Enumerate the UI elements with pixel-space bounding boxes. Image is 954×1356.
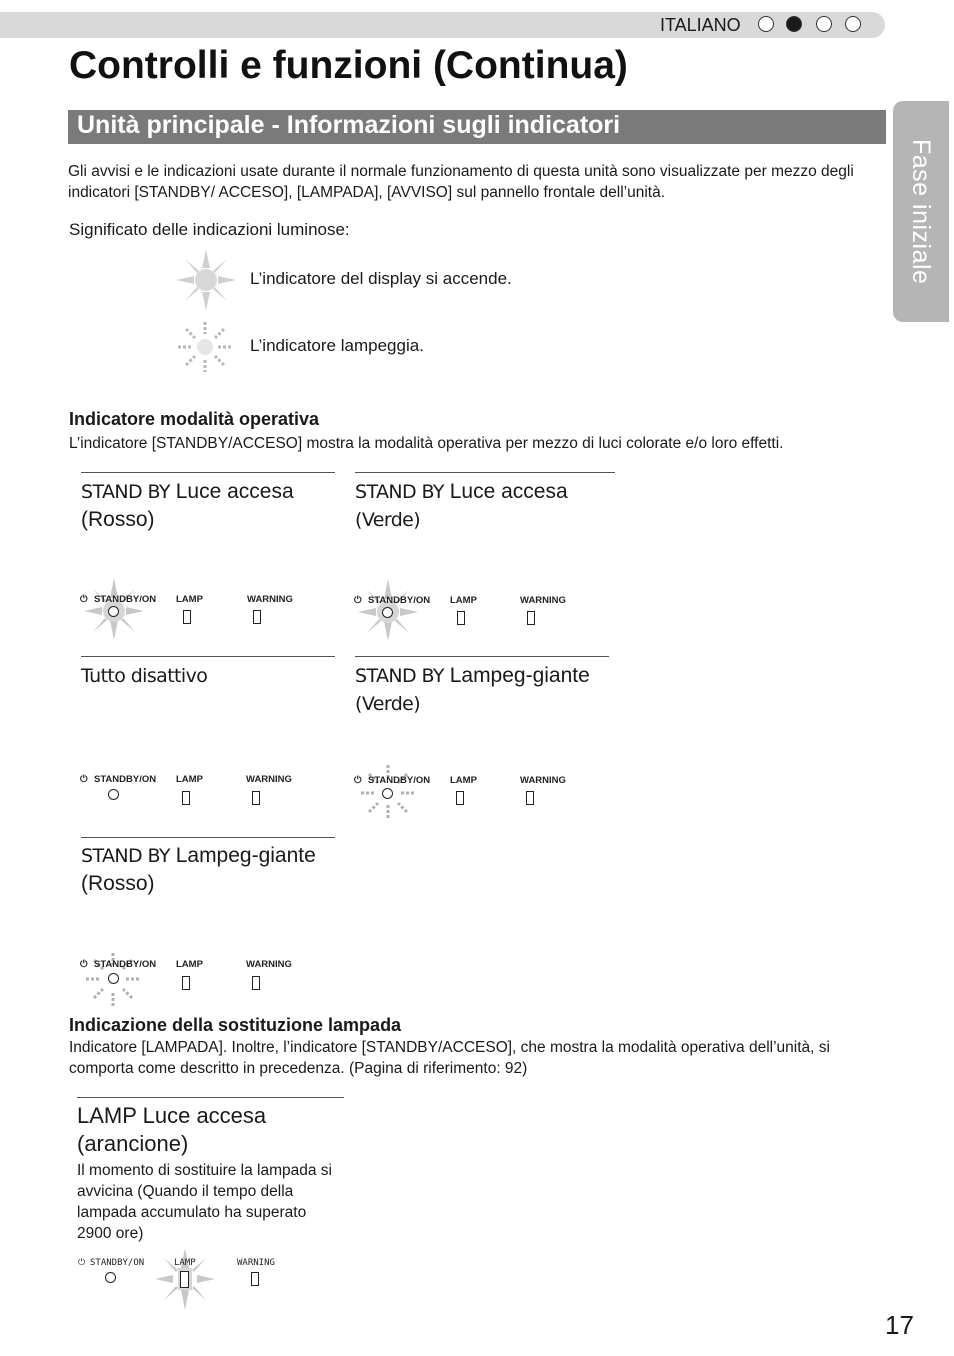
light-blink-icon (176, 320, 234, 374)
indicator-strip (80, 943, 320, 1013)
panel-title: LAMP Luce accesa (arancione) (77, 1103, 267, 1156)
language-bar (0, 12, 885, 38)
indicator-strip (354, 759, 594, 829)
indicator-strip (76, 1248, 316, 1318)
standby-label: STANDBY/ON (368, 775, 431, 786)
lamp-label: LAMP (176, 959, 203, 970)
panel-title: Tutto disattivo (81, 665, 208, 687)
intro-paragraph: Gli avvisi e le indicazioni usate durante il normale funzionamento di questa unità sono visualizzate per mezzo degli indicatori [STANDBY/ ACCESO], [LAMPADA], [AVVISO] sul pannello frontale dell’unità. (68, 163, 854, 201)
page-title: Controlli e funzioni (Continua) (69, 44, 628, 87)
power-icon: ⏻ (80, 959, 88, 970)
power-icon: ⏻ (354, 775, 362, 786)
warning-label: WARNING (520, 775, 566, 786)
language-dot-2-active (786, 16, 802, 32)
lamp-label: LAMP (176, 594, 203, 605)
panel-title: STAND BY Lampeg-giante (Rosso) (81, 844, 316, 895)
warning-led (251, 1272, 259, 1286)
power-icon: ⏻ (80, 594, 88, 605)
lamp-replacement-heading: Indicazione della sostituzione lampada (69, 1015, 402, 1035)
warning-label: WARNING (247, 594, 293, 605)
lamp-led (183, 610, 191, 624)
lamp-label: LAMP (176, 774, 203, 785)
panel-divider (81, 656, 335, 657)
lamp-led (457, 611, 465, 625)
lamp-label: LAMP (450, 595, 477, 606)
language-label: ITALIANO (660, 15, 741, 35)
panel-divider (81, 472, 335, 473)
legend-on-label: L’indicatore del display si accende. (250, 269, 512, 288)
standby-led (108, 789, 119, 800)
warning-led (252, 976, 260, 990)
side-tab-label: Fase iniziale (907, 138, 935, 285)
standby-led (105, 1272, 116, 1283)
page-number: 17 (885, 1310, 914, 1340)
indicator-strip (354, 579, 594, 649)
lamp-led (180, 1271, 189, 1288)
lamp-replacement-description: Indicatore [LAMPADA]. Inoltre, l’indicatore [STANDBY/ACCESO], che mostra la modalità operativa dell’unità, si comporta come descritto in precedenza. (Pagina di riferimento: 92) (69, 1039, 830, 1077)
indicator-strip (80, 578, 320, 648)
warning-label: WARNING (246, 774, 292, 785)
language-dot-3 (816, 16, 832, 32)
lamp-label: LAMP (450, 775, 477, 786)
language-dot-4 (845, 16, 861, 32)
warning-label: WARNING (246, 959, 292, 970)
warning-led (527, 611, 535, 625)
standby-led (108, 973, 119, 984)
operating-mode-heading: Indicatore modalità operativa (69, 409, 320, 429)
indicator-strip (80, 758, 320, 828)
panel-divider (355, 656, 609, 657)
lamp-led (182, 791, 190, 805)
light-on-icon (176, 250, 236, 310)
section-title: Unità principale - Informazioni sugli indicatori (77, 111, 621, 139)
standby-label: STANDBY/ON (368, 595, 431, 606)
lamp-led (182, 976, 190, 990)
legend-blink-label: L’indicatore lampeggia. (250, 336, 424, 355)
panel-title: STAND BY Luce accesa (Verde) (355, 480, 568, 531)
warning-label: WARNING (520, 595, 566, 606)
legend-caption: Significato delle indicazioni luminose: (69, 220, 350, 239)
panel-divider (81, 837, 335, 838)
operating-mode-description: L’indicatore [STANDBY/ACCESO] mostra la modalità operativa per mezzo di luci colorate e/o loro effetti. (69, 435, 784, 452)
language-dot-1 (758, 16, 774, 32)
warning-label: WARNING (237, 1258, 275, 1268)
standby-label: STANDBY/ON (94, 594, 157, 605)
standby-led (382, 607, 393, 618)
lamp-label: LAMP (174, 1258, 196, 1268)
standby-label: STANDBY/ON (90, 1258, 145, 1268)
warning-led (526, 791, 534, 805)
lamp-led (456, 791, 464, 805)
side-tab (893, 101, 949, 322)
lamp-panel-description: Il momento di sostituire la lampada si avvicina (Quando il tempo della lampada accumulato ha superato 2900 ore) (77, 1162, 333, 1242)
panel-title: STAND BY Lampeg-giante (Verde) (355, 664, 590, 715)
power-icon: ⏻ (80, 774, 88, 785)
power-icon: ⏻ (354, 595, 362, 606)
standby-led (382, 788, 393, 799)
standby-label: STANDBY/ON (94, 959, 157, 970)
standby-label: STANDBY/ON (94, 774, 157, 785)
panel-divider (77, 1097, 344, 1098)
power-icon: ⏻ (78, 1258, 86, 1268)
panel-title: STAND BY Luce accesa (Rosso) (81, 480, 294, 531)
warning-led (252, 791, 260, 805)
warning-led (253, 610, 261, 624)
standby-led (108, 606, 119, 617)
panel-divider (355, 472, 615, 473)
